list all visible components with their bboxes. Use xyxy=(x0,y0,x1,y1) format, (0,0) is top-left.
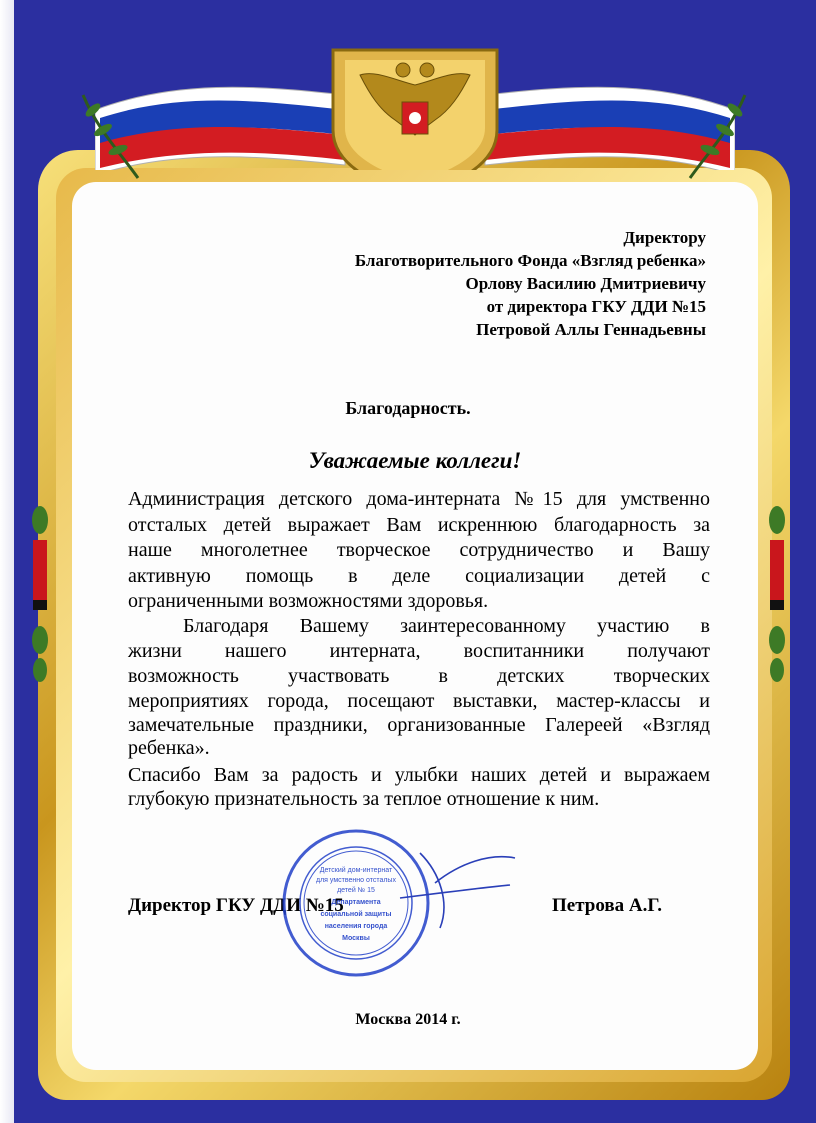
body-line: глубокую признательность за теплое отношение к ним. xyxy=(128,788,600,810)
stamp-line: Москвы xyxy=(342,935,370,942)
body-line: возможность участвовать в детских творческих xyxy=(128,665,710,687)
body-line: Спасибо Вам за радость и улыбки наших детей и выражаем xyxy=(128,764,710,786)
addressee-line: Директору xyxy=(623,228,706,247)
addressee-line: Орлову Василию Дмитриевичу xyxy=(465,274,706,293)
addressee-line: от директора ГКУ ДДИ №15 xyxy=(486,297,706,316)
body-line: Администрация детского дома-интерната №15 для умственно xyxy=(128,488,710,510)
stamp-line: для умственно отсталых xyxy=(316,877,396,884)
stamp-line: Детский дом-интернат xyxy=(319,867,393,874)
body-line: жизни нашего интерната, воспитанники получают xyxy=(128,640,710,662)
stamp-line: населения города xyxy=(324,923,388,930)
signatory-position: Директор ГКУ ДДИ №15 xyxy=(128,895,344,916)
stamp-line: Департамента xyxy=(331,899,381,906)
greeting: Уважаемые коллеги! xyxy=(308,448,522,473)
body-line: Благодаря Вашему заинтересованному участию в xyxy=(183,615,710,637)
body-line: ограниченными возможностями здоровья. xyxy=(128,590,489,612)
addressee-line: Благотворительного Фонда «Взгляд ребенка» xyxy=(354,251,706,270)
stamp-line: детей № 15 xyxy=(337,887,375,894)
addressee-line: Петровой Аллы Геннадьевны xyxy=(476,320,706,339)
body-line: активную помощь в деле социализации детей с xyxy=(128,565,710,587)
stamp-line: социальной защиты xyxy=(320,911,392,918)
laurel-branch-icon xyxy=(78,90,148,180)
russian-flag-icon xyxy=(95,40,735,170)
laurel-branch-icon xyxy=(680,90,750,180)
body-line: наше многолетнее творческое сотрудничество и Вашу xyxy=(128,539,710,561)
signatory-name: Петрова А.Г. xyxy=(552,895,663,916)
laurel-branch-icon xyxy=(15,500,65,690)
laurel-branch-icon xyxy=(752,500,802,690)
city-year: Москва 2014 г. xyxy=(355,1011,461,1028)
body-line: отсталых детей выражает Вам искреннюю благодарность за xyxy=(128,514,710,536)
body-line: мероприятиях города, посещают выставки, мастер-классы и xyxy=(128,690,710,712)
body-line: замечательные праздники, организованные Галереей «Взгляд xyxy=(128,714,710,736)
handwritten-signature xyxy=(380,843,520,933)
letter-title: Благодарность. xyxy=(345,398,471,418)
body-line: ребенка». xyxy=(128,737,210,759)
